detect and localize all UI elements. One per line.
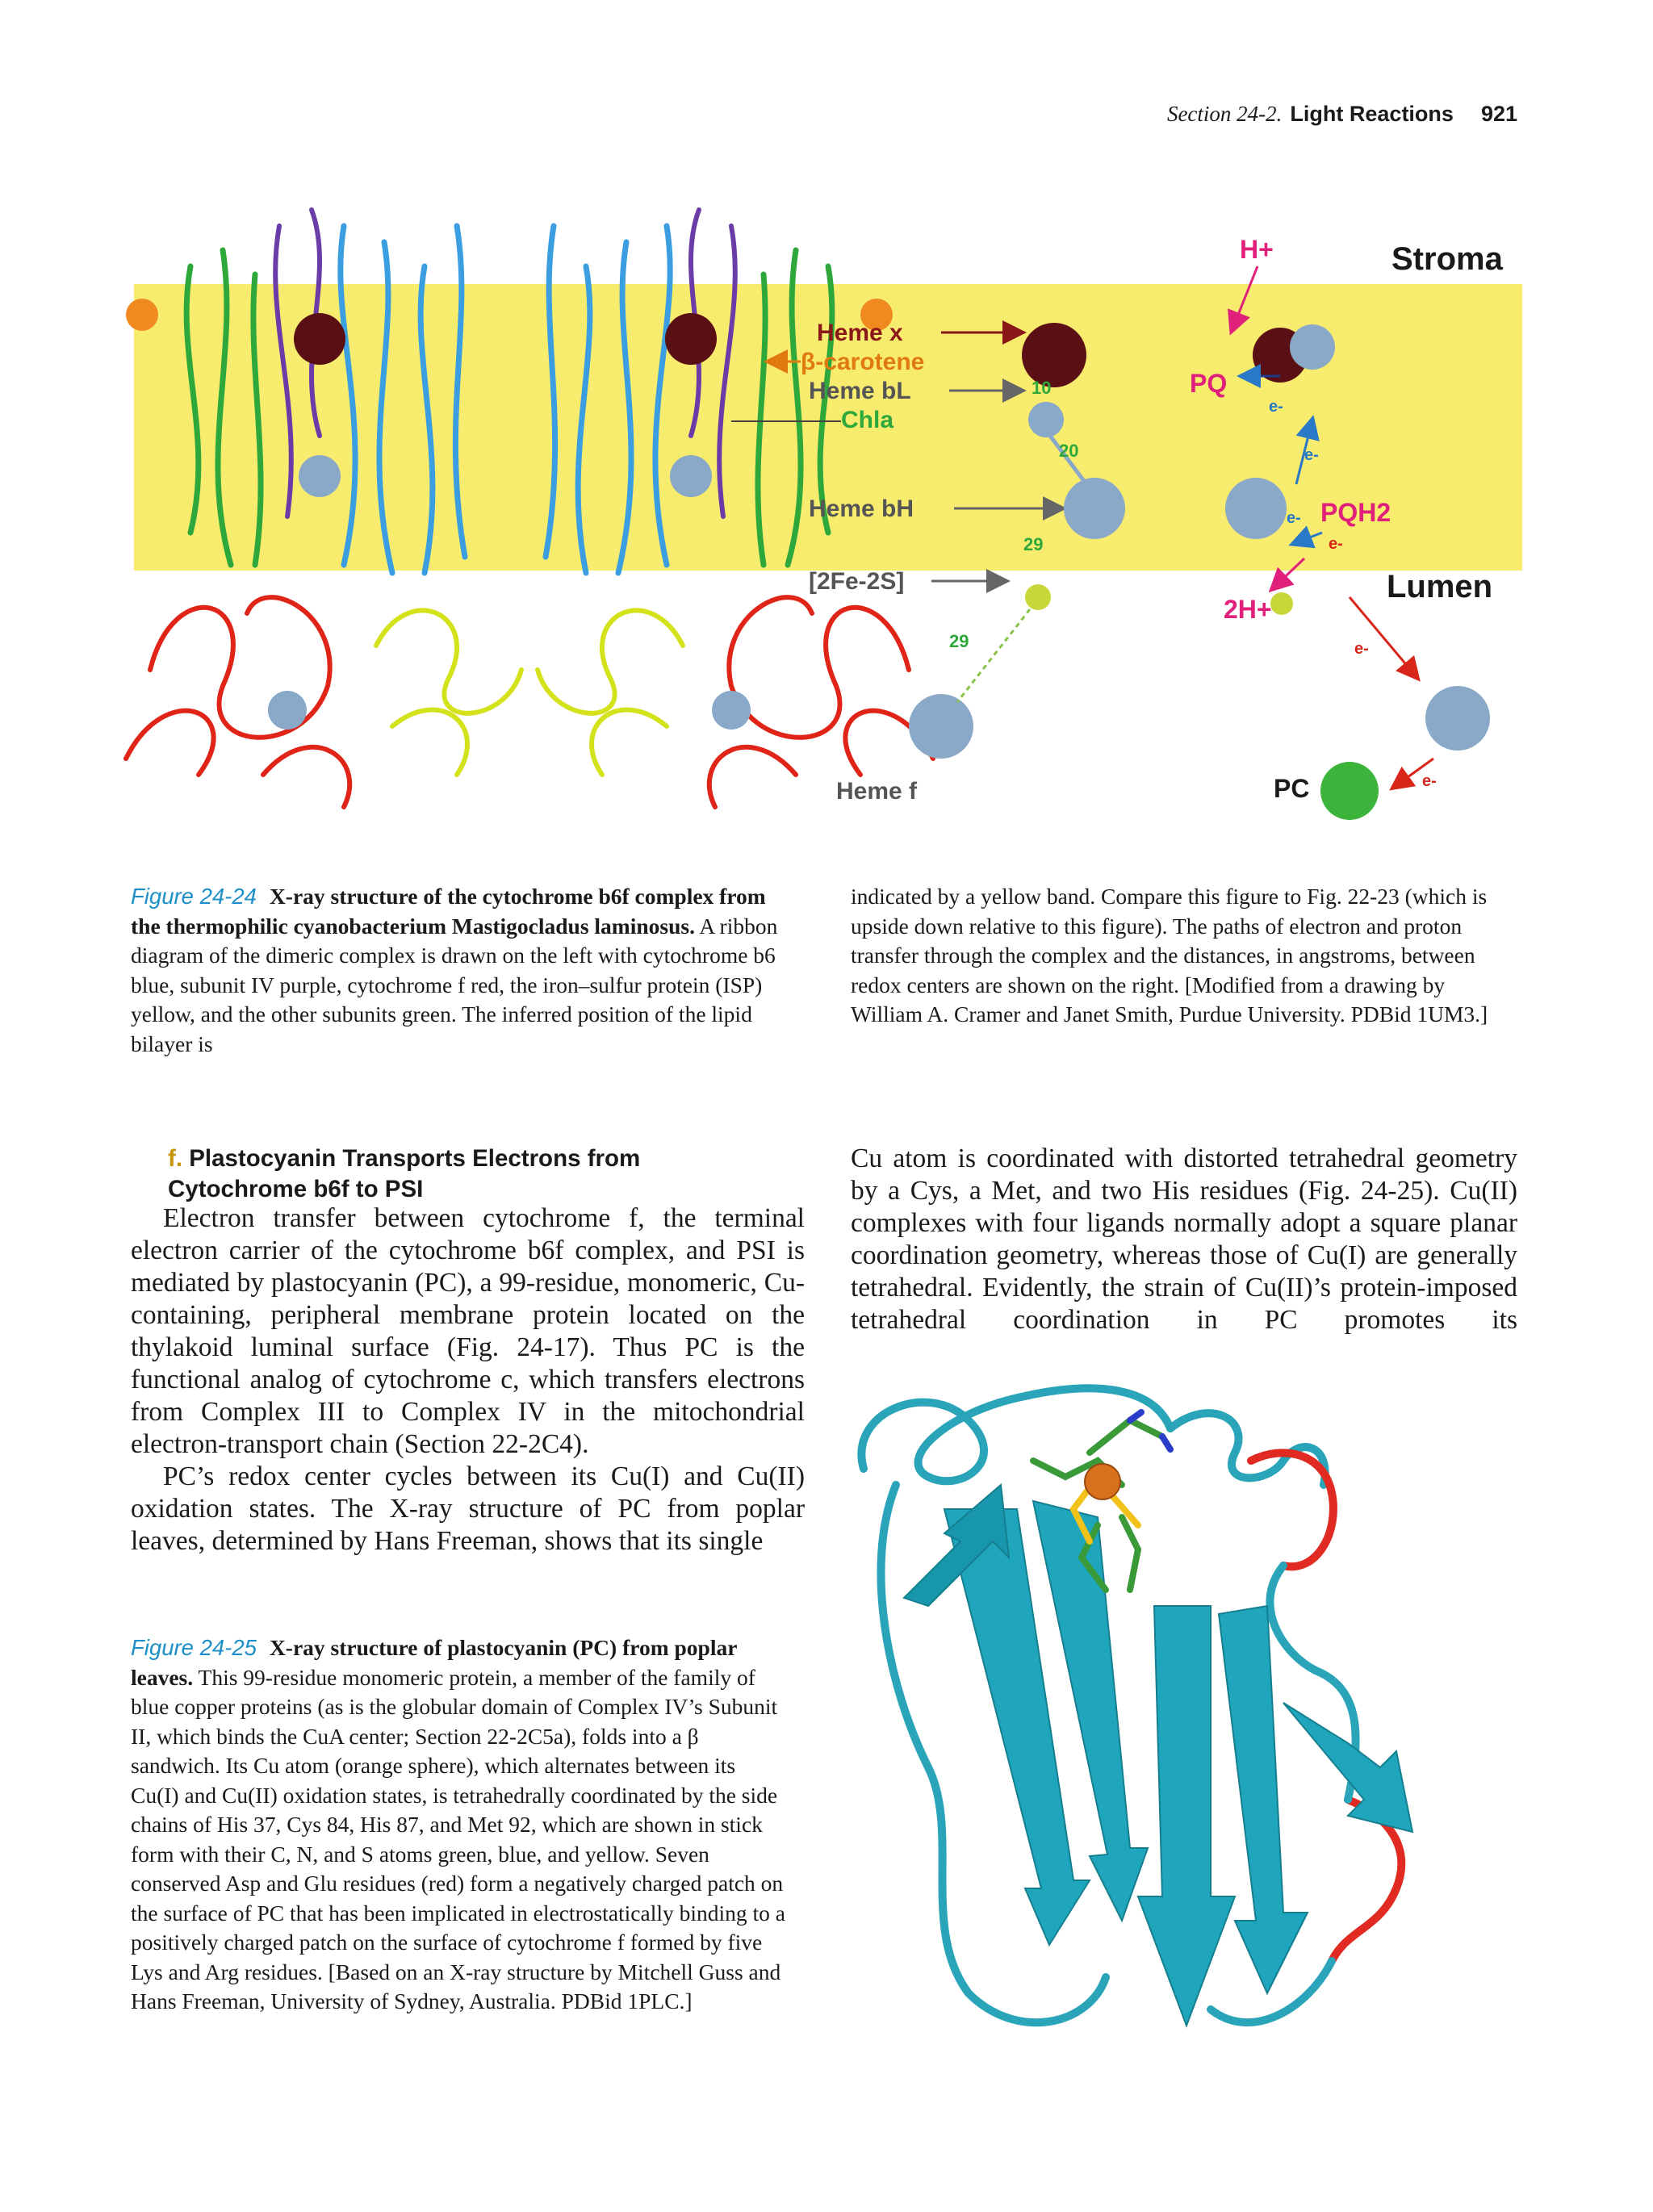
figure-24-24 xyxy=(102,194,1522,872)
figure-24-25-caption xyxy=(131,1633,789,2017)
fe2s-to-heme-f-path xyxy=(957,609,1030,702)
fe2s-cluster xyxy=(1025,584,1051,610)
label-e-5: e- xyxy=(1354,640,1369,658)
plastocyanin-ribbon xyxy=(861,1388,1401,2022)
copper-atom xyxy=(1085,1464,1120,1499)
section-heading-line2: Cytochrome b6f to PSI xyxy=(168,1176,424,1202)
paragraph-3: Cu atom is coordinated with distorted tetrahedral geometry by a Cys, a Met, and two His residues (Fig. 24-25). Cu(II) complexes with four ligands normally adopt a square planar coordination geometry, whereas those of Cu(I) are generally tetrahedral. Evidently, the strain of Cu(II)’s protein-imposed tetrahedral coordination in PC promotes its xyxy=(851,1144,1517,1335)
lumen-heme-f-cluster xyxy=(1425,686,1490,751)
figure-24-24-title: X-ray structure of the cytochrome b6f complex from the thermophilic cyanobacterium Mastigocladus laminosus. xyxy=(131,884,766,939)
label-2h-plus: 2H+ xyxy=(1224,595,1272,624)
header-section: Section 24-2. xyxy=(1166,102,1283,126)
label-h-plus: H+ xyxy=(1240,235,1274,264)
label-e-3: e- xyxy=(1287,509,1301,527)
distance-29-a: 29 xyxy=(1023,534,1044,554)
label-heme-f: Heme f xyxy=(836,778,918,805)
e-arrow-lumen xyxy=(1350,597,1417,678)
figure-24-24-caption-text: A ribbon diagram of the dimeric complex is drawn on the left with cytochrome b6 blue, subunit IV purple, cytochrome f red, the iron–sulfur protein (ISP) yellow, and the other subunits green. The inferred position of the lipid bilayer is xyxy=(131,913,778,1056)
label-stroma: Stroma xyxy=(1391,241,1503,277)
paragraph-2: PC’s redox center cycles between its Cu(I) and Cu(II) oxidation states. The X-ray structure of PC from poplar leaves, determined by Hans Freeman, shows that its single xyxy=(131,1461,805,1556)
label-e-4: e- xyxy=(1329,535,1343,553)
label-lumen: Lumen xyxy=(1387,569,1493,604)
body-text-left xyxy=(131,1202,805,1558)
figure-24-25-caption-text: This 99-residue monomeric protein, a member of the family of blue copper proteins (as is the globular domain of Complex IV’s Subunit II, which binds the CuA center; Section 22-2C5a), folds into a β sandwich. Its Cu atom (orange sphere), which alternates between its Cu(I) and Cu(II) oxidation states, is tetrahedrally coordinated by the side chains of His 37, Cys 84, His 87, and Met 92, which are shown in stick form with their C, N, and S atoms green, blue, and yellow. Seven conserved Asp and Glu residues (red) form a negatively charged patch on the surface of PC that has been implicated in electrostatically binding to a positively charged patch on the surface of cytochrome f formed by five Lys and Arg residues. [Based on an X-ray structure by Mitchell Guss and Hans Freeman, University of Sydney, Australia. PDBid 1PLC.] xyxy=(131,1664,785,2013)
label-beta-carotene: β-carotene xyxy=(801,349,925,375)
acidic-patch-loop-1 xyxy=(1251,1453,1333,1566)
figure-24-24-label: Figure 24-24 xyxy=(131,884,257,909)
body-text-right xyxy=(851,1143,1517,1336)
distance-29-b: 29 xyxy=(949,631,969,651)
label-e-6: e- xyxy=(1422,772,1437,790)
figure-24-24-caption-right xyxy=(851,882,1517,1030)
running-header xyxy=(1167,102,1517,127)
label-pqh2: PQH2 xyxy=(1320,498,1391,527)
figure-24-25-title: X-ray structure of plastocyanin (PC) from poplar leaves. xyxy=(131,1635,737,1690)
paragraph-1: Electron transfer between cytochrome f, the terminal electron carrier of the cytochrome b6f complex, and PSI is mediated by plastocyanin (PC), a 99-residue, monomeric, Cu-containing, peripheral membrane protein located on the thylakoid luminal surface (Fig. 24-17). Thus PC is the functional analog of cytochrome c, which transfers electrons from Complex III to Complex IV in the mitochondrial electron-transport chain (Section 22-2C4). xyxy=(131,1203,805,1459)
section-letter: f. xyxy=(168,1145,183,1172)
label-2fe2s: [2Fe-2S] xyxy=(809,568,905,595)
figure-24-25-label: Figure 24-25 xyxy=(131,1635,257,1660)
figure-24-24-caption-text-cont: indicated by a yellow band. Compare this figure to Fig. 22-23 (which is upside down relative to this figure). The paths of electron and proton transfer through the complex and the distances, in angstroms, between redox centers are shown on the right. [Modified from a drawing by William A. Cramer and Janet Smith, Purdue University. PDBid 1UM3.] xyxy=(851,884,1488,1027)
distance-10: 10 xyxy=(1032,378,1052,398)
beta-strands xyxy=(904,1485,1412,2026)
heme-bl-cluster xyxy=(1028,402,1064,437)
figure-24-24-caption-left xyxy=(131,882,789,1059)
label-heme-bl: Heme bL xyxy=(809,378,911,404)
section-heading-line1: Plastocyanin Transports Electrons from xyxy=(189,1145,641,1172)
label-pq: PQ xyxy=(1190,369,1228,398)
header-title: Light Reactions xyxy=(1290,102,1454,126)
lumen-fe2s-cluster xyxy=(1270,592,1293,615)
label-e-1: e- xyxy=(1269,398,1283,416)
label-heme-x: Heme x xyxy=(817,320,903,346)
section-heading xyxy=(168,1144,814,1205)
pqh2-site-cluster xyxy=(1225,478,1287,539)
distance-20: 20 xyxy=(1059,441,1079,461)
page-number: 921 xyxy=(1480,102,1517,126)
figure-24-25 xyxy=(831,1364,1525,2058)
heme-f-cluster xyxy=(909,694,973,759)
label-e-2: e- xyxy=(1304,446,1319,464)
heme-bh-cluster xyxy=(1064,478,1125,539)
plastocyanin-cluster xyxy=(1320,762,1379,820)
label-pc: PC xyxy=(1274,774,1310,803)
pq-site-cluster xyxy=(1290,324,1335,370)
label-heme-bh: Heme bH xyxy=(809,496,914,522)
label-chla: Chla xyxy=(841,407,894,433)
